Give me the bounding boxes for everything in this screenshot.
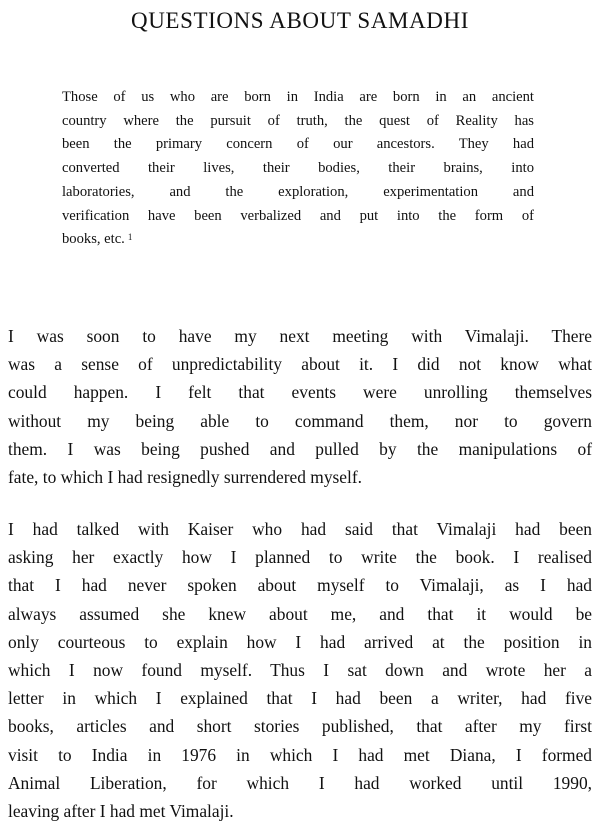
- paragraph-line: asking her exactly how I planned to write the book. I realised: [8, 547, 592, 568]
- epigraph-line: verification have been verbalized and put into the form of: [62, 207, 534, 224]
- epigraph-quote: [62, 86, 534, 252]
- paragraph-line: only courteous to explain how I had arrived at the position in: [8, 631, 592, 652]
- chapter-title: QUESTIONS ABOUT SAMADHI: [131, 8, 469, 33]
- paragraph-line: that I had never spoken about myself to Vimalaji, as I had: [8, 575, 592, 596]
- paragraph-line: visit to India in 1976 in which I had met Diana, I formed: [8, 744, 592, 765]
- paragraph-line: books, articles and short stories published, that after my first: [8, 716, 592, 737]
- paragraph-line: could happen. I felt that events were unrolling themselves: [8, 382, 592, 403]
- paragraph-line: without my being able to command them, nor to govern: [8, 410, 592, 431]
- epigraph-line: laboratories, and the exploration, experimentation and: [62, 183, 534, 200]
- paragraph-line: always assumed she knew about me, and that it would be: [8, 603, 592, 624]
- paragraph-line: Animal Liberation, for which I had worked until 1990,: [8, 772, 592, 793]
- epigraph-last-line: [62, 228, 534, 252]
- paragraph-line: I had talked with Kaiser who had said that Vimalaji had been: [8, 519, 592, 539]
- paragraph-line: leaving after I had met Vimalaji.: [8, 801, 234, 822]
- paragraph-line: I was soon to have my next meeting with Vimalaji. There: [8, 326, 592, 346]
- footnote-marker: 1: [127, 232, 133, 243]
- paragraph-line: fate, to which I had resignedly surrendered myself.: [8, 467, 362, 488]
- paragraph-line: them. I was being pushed and pulled by the manipulations of: [8, 438, 592, 459]
- paragraph-line: was a sense of unpredictability about it. I did not know what: [8, 354, 592, 375]
- epigraph-line: Those of us who are born in India are born in an ancient: [62, 89, 534, 105]
- epigraph-line: country where the pursuit of truth, the quest of Reality has: [62, 112, 534, 129]
- epigraph-line: converted their lives, their bodies, their brains, into: [62, 160, 534, 177]
- paragraph-line: which I now found myself. Thus I sat down and wrote her a: [8, 660, 592, 681]
- paragraph-line: letter in which I explained that I had been a writer, had five: [8, 688, 592, 709]
- paragraph-2: [8, 515, 592, 825]
- epigraph-line-text: books, etc.: [62, 231, 125, 248]
- paragraph-1: [8, 322, 592, 491]
- epigraph-line: been the primary concern of our ancestors. They had: [62, 136, 534, 153]
